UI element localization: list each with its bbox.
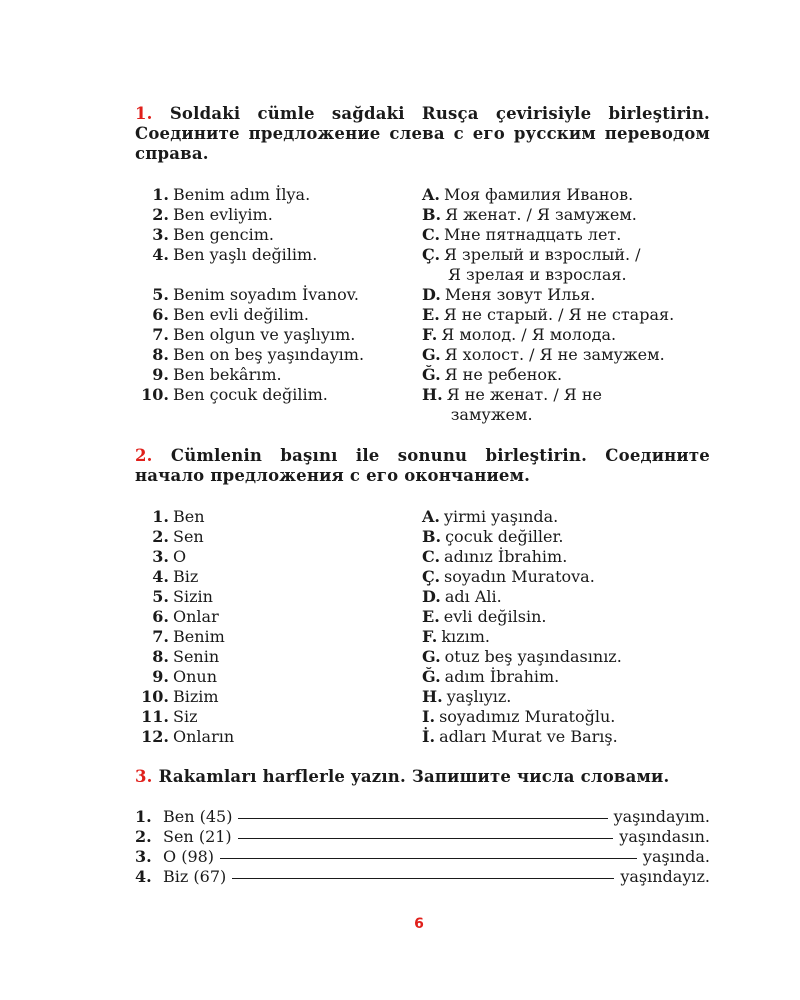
page-number: 6 <box>414 916 424 932</box>
list-item: 4. Ben yaşlı değilim. <box>152 245 318 264</box>
section2-heading <box>135 446 710 486</box>
section2-right-column <box>422 507 710 747</box>
list-item: 3. O <box>152 547 187 566</box>
list-item: 9. Ben bekârım. <box>152 365 282 384</box>
answer-blank-line[interactable] <box>220 858 637 859</box>
list-item: 3. Ben gencim. <box>152 225 274 244</box>
list-item: C. Мне пятнадцать лет. <box>422 225 622 244</box>
row-spacer <box>135 265 422 285</box>
section1-number: 1. <box>135 104 153 123</box>
fill-row: 2. Sen (21) yaşındasın. <box>135 827 710 846</box>
answer-blank-line[interactable] <box>238 838 614 839</box>
section2-pairs <box>135 507 710 747</box>
list-item: 6. Ben evli değilim. <box>152 305 310 324</box>
fill-row: 3. O (98) yaşında. <box>135 847 710 866</box>
list-item: 5. Sizin <box>152 587 213 606</box>
section1-title: Soldaki cümle sağdaki Rusça çevirisiyle birleştirin. Соедините предложение слева с его русским переводом справа. <box>135 104 710 163</box>
list-item: G. Я холост. / Я не замужем. <box>422 345 665 364</box>
list-item: D. Меня зовут Илья. <box>422 285 596 304</box>
section3-title: Rakamları harflerle yazın. Запишите числа словами. <box>158 767 670 786</box>
list-item: I. soyadımız Muratoğlu. <box>422 707 616 726</box>
list-item: 1. Ben <box>152 507 205 526</box>
list-item: 10. Bizim <box>141 687 219 706</box>
list-item: G. otuz beş yaşındasınız. <box>422 647 622 666</box>
list-item: 5. Benim soyadım İvanov. <box>152 285 360 304</box>
section2-left-column <box>135 507 422 747</box>
list-item: 1. Benim adım İlya. <box>152 185 311 204</box>
list-item: B. çocuk değiller. <box>422 527 564 546</box>
section2-title: Cümlenin başını ile sonunu birleştirin. Соедините начало предложения с его окончанием. <box>135 446 710 485</box>
section3-heading <box>135 767 710 787</box>
list-item: Ğ. Я не ребенок. <box>422 365 563 384</box>
section1-heading <box>135 104 710 164</box>
list-item: Ğ. adım İbrahim. <box>422 667 560 686</box>
answer-blank-line[interactable] <box>238 818 607 819</box>
fill-row: 1. Ben (45) yaşındayım. <box>135 807 710 826</box>
list-item: 8. Senin <box>152 647 220 666</box>
list-item: D. adı Ali. <box>422 587 502 606</box>
list-item: İ. adları Murat ve Barış. <box>422 727 618 746</box>
list-item: 4. Biz <box>152 567 199 586</box>
section3-number: 3. <box>135 767 153 786</box>
list-item: 7. Ben olgun ve yaşlıyım. <box>152 325 356 344</box>
list-item: E. Я не старый. / Я не старая. <box>422 305 675 324</box>
list-item: 8. Ben on beş yaşındayım. <box>152 345 365 364</box>
list-item: 6. Onlar <box>152 607 219 626</box>
list-item: 9. Onun <box>152 667 218 686</box>
list-item: 11. Siz <box>141 707 198 726</box>
section1-left-column <box>135 185 422 425</box>
answer-blank-line[interactable] <box>232 878 614 879</box>
list-item: B. Я женат. / Я замужем. <box>422 205 637 224</box>
list-item: E. evli değilsin. <box>422 607 547 626</box>
section1-pairs <box>135 185 710 425</box>
section2-number: 2. <box>135 446 153 465</box>
list-item: 10. Ben çocuk değilim. <box>141 385 328 404</box>
list-item: Ç. soyadın Muratova. <box>422 567 595 586</box>
list-item: A. Моя фамилия Иванов. <box>422 185 634 204</box>
list-item: 7. Benim <box>152 627 225 646</box>
list-item: 12. Onların <box>141 727 235 746</box>
list-item: 2. Ben evliyim. <box>152 205 273 224</box>
list-item: C. adınız İbrahim. <box>422 547 568 566</box>
list-item: F. Я молод. / Я молода. <box>422 325 617 344</box>
section3-fill-rows <box>135 807 710 887</box>
list-item: H. yaşlıyız. <box>422 687 512 706</box>
fill-row: 4. Biz (67) yaşındayız. <box>135 867 710 886</box>
list-item: Ç. Я зрелый и взрослый. / Я зрелая и взрослая. <box>422 245 641 284</box>
list-item: F. kızım. <box>422 627 490 646</box>
section1-right-column <box>422 185 710 425</box>
list-item: 2. Sen <box>152 527 204 546</box>
worksheet-page <box>135 104 710 887</box>
list-item: A. yirmi yaşında. <box>422 507 559 526</box>
list-item: H. Я не женат. / Я не замужем. <box>422 385 602 424</box>
